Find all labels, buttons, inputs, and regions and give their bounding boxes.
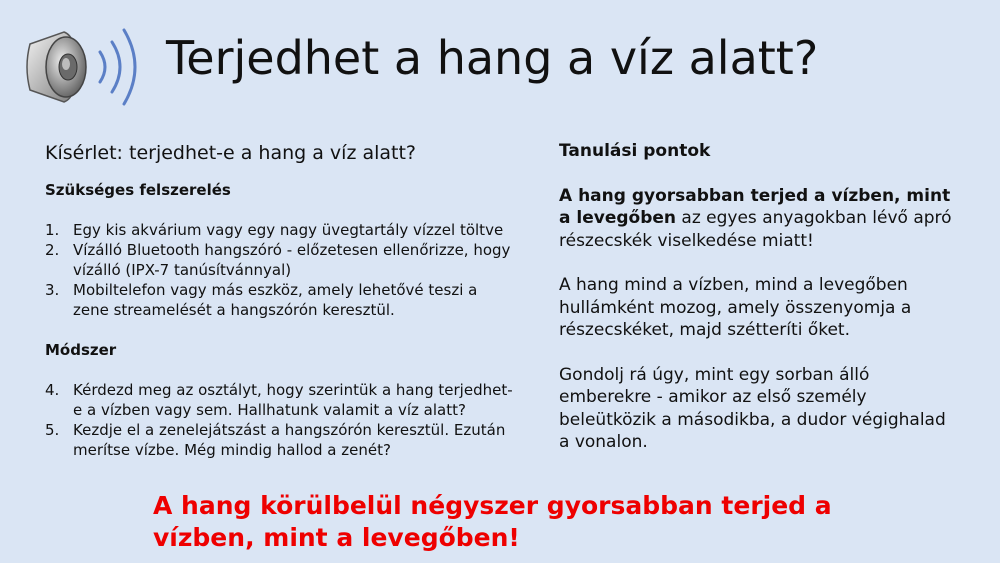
list-item: 3. Mobiltelefon vagy más eszköz, amely lehetővé teszi a zene streamelését a hangszórón keresztül. [45,281,478,319]
experiment-subtitle: Kísérlet: terjedhet-e a hang a víz alatt? [45,142,417,164]
list-item: 4. Kérdezd meg az osztályt, hogy szerintük a hang terjedhet-e a vízben vagy sem. Hallhatunk valamit a víz alatt? [45,381,513,419]
method-heading: Módszer [45,341,117,359]
learning-point-2: A hang mind a vízben, mind a levegőben hullámként mozog, amely összenyomja a részecskéket, majd szétteríti őket. [559,275,912,340]
list-item: 1. Egy kis akvárium vagy egy nagy üvegtartály vízzel töltve [45,221,504,239]
learning-point-3: Gondolj rá úgy, mint egy sorban álló emberekre - amikor az első személy beleütközik a másodikba, a dudor végighalad a vonalon. [559,364,946,452]
equipment-list [45,220,515,320]
experiment-column [45,140,515,460]
key-fact-callout: A hang körülbelül négyszer gyorsabban terjed a vízben, mint a levegőben! [153,491,832,552]
list-item: 2. Vízálló Bluetooth hangszóró - előzetesen ellenőrizze, hogy vízálló (IPX-7 tanúsítvánnyal) [45,241,511,279]
learning-point-1: A hang gyorsabban terjed a vízben, mint a levegőben az egyes anyagokban lévő apró részecskék viselkedése miatt! [559,185,952,251]
learning-points-heading: Tanulási pontok [559,141,711,161]
speaker-icon [22,22,152,112]
learning-points-column [559,140,959,476]
equipment-heading: Szükséges felszerelés [45,181,231,199]
slide-title: Terjedhet a hang a víz alatt? [166,31,819,85]
method-list [45,380,515,460]
list-item: 5. Kezdje el a zenelejátszást a hangszórón keresztül. Ezután merítse vízbe. Még mindig hallod a zenét? [45,421,506,459]
